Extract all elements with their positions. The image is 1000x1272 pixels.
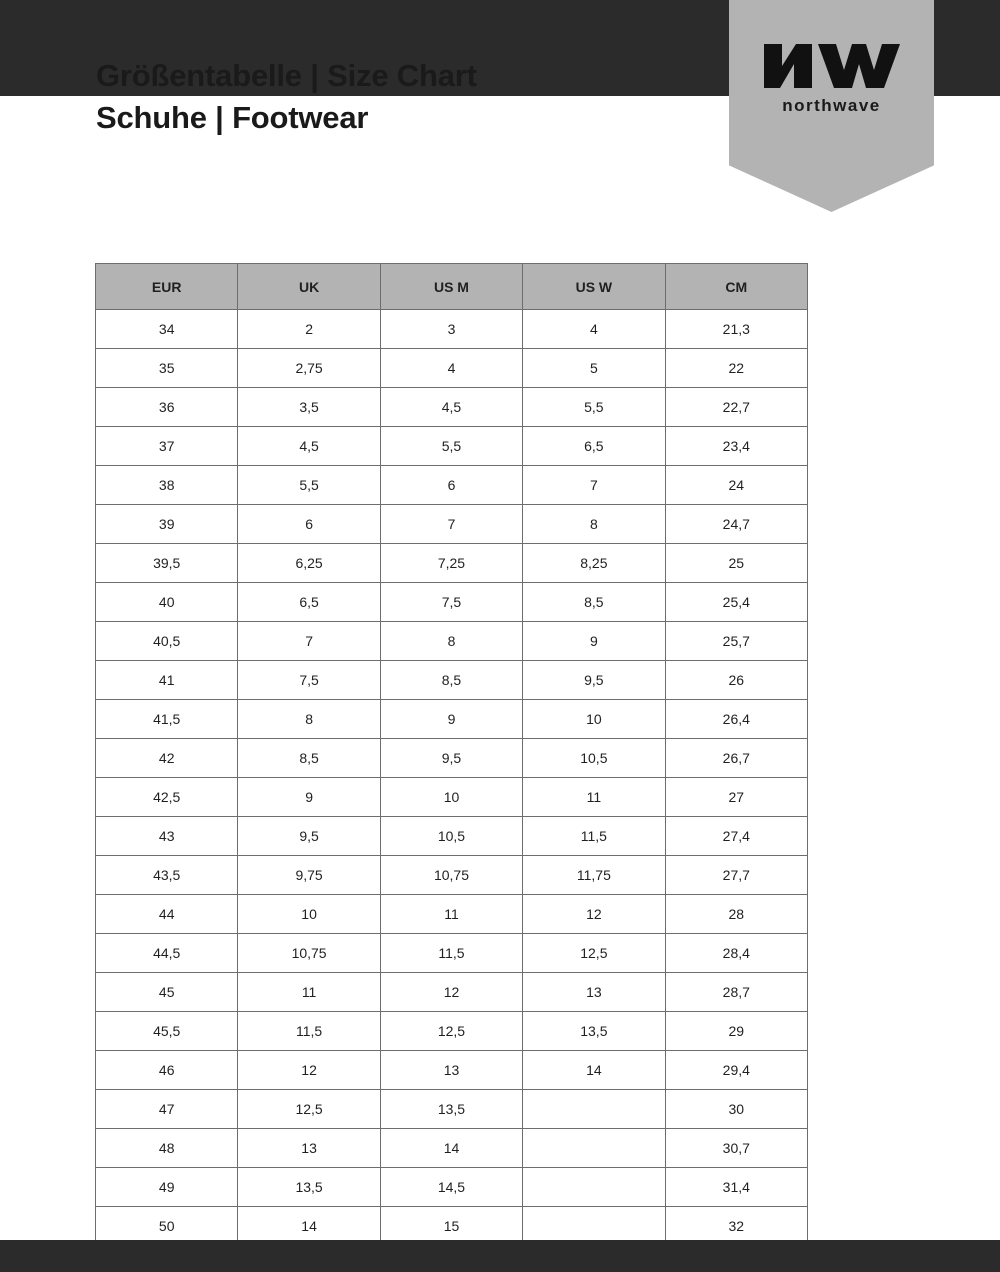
cell-eur: 36	[96, 388, 238, 427]
cell-us-w: 13,5	[523, 1012, 665, 1051]
cell-us-w: 12	[523, 895, 665, 934]
table-row	[96, 661, 808, 700]
column-header-uk: UK	[238, 264, 380, 310]
cell-eur: 41	[96, 661, 238, 700]
table-row	[96, 1129, 808, 1168]
cell-uk: 8,5	[238, 739, 380, 778]
cell-eur: 41,5	[96, 700, 238, 739]
cell-us-m: 10,75	[380, 856, 522, 895]
cell-cm: 31,4	[665, 1168, 807, 1207]
cell-uk: 5,5	[238, 466, 380, 505]
cell-eur: 47	[96, 1090, 238, 1129]
column-header-cm: CM	[665, 264, 807, 310]
cell-eur: 39,5	[96, 544, 238, 583]
cell-eur: 38	[96, 466, 238, 505]
page-title-line-1: Größentabelle | Size Chart	[96, 58, 477, 93]
size-chart-table	[95, 263, 808, 1246]
cell-us-m: 14	[380, 1129, 522, 1168]
cell-uk: 13	[238, 1129, 380, 1168]
cell-us-m: 12,5	[380, 1012, 522, 1051]
cell-cm: 29,4	[665, 1051, 807, 1090]
cell-eur: 45,5	[96, 1012, 238, 1051]
cell-us-m: 11	[380, 895, 522, 934]
bottom-bar	[0, 1240, 1000, 1272]
cell-cm: 32	[665, 1207, 807, 1246]
cell-uk: 10,75	[238, 934, 380, 973]
table-row	[96, 622, 808, 661]
table-row	[96, 934, 808, 973]
cell-us-m: 10,5	[380, 817, 522, 856]
cell-eur: 44	[96, 895, 238, 934]
cell-uk: 2	[238, 310, 380, 349]
cell-us-w: 14	[523, 1051, 665, 1090]
cell-cm: 25,4	[665, 583, 807, 622]
brand-logo	[729, 36, 934, 116]
cell-cm: 24	[665, 466, 807, 505]
cell-us-m: 12	[380, 973, 522, 1012]
cell-eur: 49	[96, 1168, 238, 1207]
table-row	[96, 1090, 808, 1129]
cell-us-w: 8	[523, 505, 665, 544]
cell-cm: 27,7	[665, 856, 807, 895]
cell-us-w: 12,5	[523, 934, 665, 973]
cell-cm: 25	[665, 544, 807, 583]
cell-us-w: 6,5	[523, 427, 665, 466]
cell-us-w	[523, 1129, 665, 1168]
size-chart-container	[95, 263, 808, 1246]
table-row	[96, 778, 808, 817]
cell-uk: 9,75	[238, 856, 380, 895]
cell-uk: 11	[238, 973, 380, 1012]
cell-us-w	[523, 1090, 665, 1129]
cell-us-w: 9	[523, 622, 665, 661]
cell-us-m: 13,5	[380, 1090, 522, 1129]
cell-us-m: 7	[380, 505, 522, 544]
cell-eur: 48	[96, 1129, 238, 1168]
cell-us-w: 9,5	[523, 661, 665, 700]
cell-uk: 7	[238, 622, 380, 661]
cell-cm: 27,4	[665, 817, 807, 856]
cell-us-w: 7	[523, 466, 665, 505]
cell-us-w: 4	[523, 310, 665, 349]
cell-eur: 40	[96, 583, 238, 622]
cell-us-w: 8,25	[523, 544, 665, 583]
cell-uk: 6,25	[238, 544, 380, 583]
table-row	[96, 388, 808, 427]
cell-us-m: 8,5	[380, 661, 522, 700]
cell-eur: 50	[96, 1207, 238, 1246]
cell-us-m: 3	[380, 310, 522, 349]
cell-eur: 39	[96, 505, 238, 544]
cell-us-w: 11	[523, 778, 665, 817]
cell-us-w: 8,5	[523, 583, 665, 622]
table-row	[96, 1168, 808, 1207]
cell-uk: 13,5	[238, 1168, 380, 1207]
table-row	[96, 466, 808, 505]
cell-uk: 10	[238, 895, 380, 934]
cell-eur: 44,5	[96, 934, 238, 973]
table-row	[96, 895, 808, 934]
table-row	[96, 817, 808, 856]
page-title	[96, 56, 716, 140]
cell-us-m: 9,5	[380, 739, 522, 778]
table-row	[96, 856, 808, 895]
cell-cm: 26	[665, 661, 807, 700]
cell-us-w: 11,5	[523, 817, 665, 856]
cell-uk: 6,5	[238, 583, 380, 622]
cell-cm: 24,7	[665, 505, 807, 544]
cell-cm: 25,7	[665, 622, 807, 661]
cell-cm: 27	[665, 778, 807, 817]
cell-cm: 28	[665, 895, 807, 934]
cell-us-w: 13	[523, 973, 665, 1012]
cell-cm: 29	[665, 1012, 807, 1051]
cell-us-w: 10	[523, 700, 665, 739]
cell-uk: 7,5	[238, 661, 380, 700]
cell-us-m: 10	[380, 778, 522, 817]
cell-cm: 23,4	[665, 427, 807, 466]
cell-cm: 21,3	[665, 310, 807, 349]
cell-cm: 26,7	[665, 739, 807, 778]
table-row	[96, 1051, 808, 1090]
cell-uk: 6	[238, 505, 380, 544]
cell-us-w: 5	[523, 349, 665, 388]
cell-eur: 37	[96, 427, 238, 466]
page-title-line-2: Schuhe | Footwear	[96, 100, 369, 135]
table-row	[96, 427, 808, 466]
column-header-us-m: US M	[380, 264, 522, 310]
cell-uk: 9	[238, 778, 380, 817]
cell-us-w: 10,5	[523, 739, 665, 778]
cell-us-m: 7,25	[380, 544, 522, 583]
cell-eur: 45	[96, 973, 238, 1012]
cell-us-m: 9	[380, 700, 522, 739]
cell-us-m: 15	[380, 1207, 522, 1246]
cell-cm: 28,4	[665, 934, 807, 973]
cell-uk: 2,75	[238, 349, 380, 388]
table-row	[96, 505, 808, 544]
table-row	[96, 310, 808, 349]
cell-cm: 28,7	[665, 973, 807, 1012]
table-body	[96, 310, 808, 1246]
cell-eur: 40,5	[96, 622, 238, 661]
cell-eur: 46	[96, 1051, 238, 1090]
table-row	[96, 349, 808, 388]
cell-us-m: 14,5	[380, 1168, 522, 1207]
cell-eur: 43,5	[96, 856, 238, 895]
cell-eur: 35	[96, 349, 238, 388]
cell-us-m: 11,5	[380, 934, 522, 973]
cell-uk: 8	[238, 700, 380, 739]
cell-cm: 30,7	[665, 1129, 807, 1168]
cell-cm: 26,4	[665, 700, 807, 739]
table-row	[96, 700, 808, 739]
cell-us-m: 7,5	[380, 583, 522, 622]
cell-us-w	[523, 1168, 665, 1207]
table-header-row	[96, 264, 808, 310]
cell-cm: 22,7	[665, 388, 807, 427]
brand-badge	[729, 0, 934, 212]
cell-us-m: 13	[380, 1051, 522, 1090]
brand-wordmark: northwave	[782, 96, 881, 115]
cell-us-m: 4	[380, 349, 522, 388]
cell-uk: 3,5	[238, 388, 380, 427]
table-row	[96, 739, 808, 778]
northwave-nw-icon	[729, 36, 934, 90]
table-row	[96, 973, 808, 1012]
cell-cm: 22	[665, 349, 807, 388]
column-header-us-w: US W	[523, 264, 665, 310]
table-row	[96, 544, 808, 583]
cell-us-m: 5,5	[380, 427, 522, 466]
cell-uk: 11,5	[238, 1012, 380, 1051]
cell-eur: 43	[96, 817, 238, 856]
cell-us-m: 6	[380, 466, 522, 505]
cell-us-w: 5,5	[523, 388, 665, 427]
cell-uk: 9,5	[238, 817, 380, 856]
cell-us-m: 4,5	[380, 388, 522, 427]
cell-uk: 4,5	[238, 427, 380, 466]
cell-uk: 14	[238, 1207, 380, 1246]
cell-eur: 34	[96, 310, 238, 349]
cell-us-w: 11,75	[523, 856, 665, 895]
table-row	[96, 583, 808, 622]
cell-eur: 42	[96, 739, 238, 778]
cell-uk: 12	[238, 1051, 380, 1090]
cell-cm: 30	[665, 1090, 807, 1129]
cell-us-m: 8	[380, 622, 522, 661]
cell-eur: 42,5	[96, 778, 238, 817]
table-row	[96, 1012, 808, 1051]
column-header-eur: EUR	[96, 264, 238, 310]
cell-uk: 12,5	[238, 1090, 380, 1129]
